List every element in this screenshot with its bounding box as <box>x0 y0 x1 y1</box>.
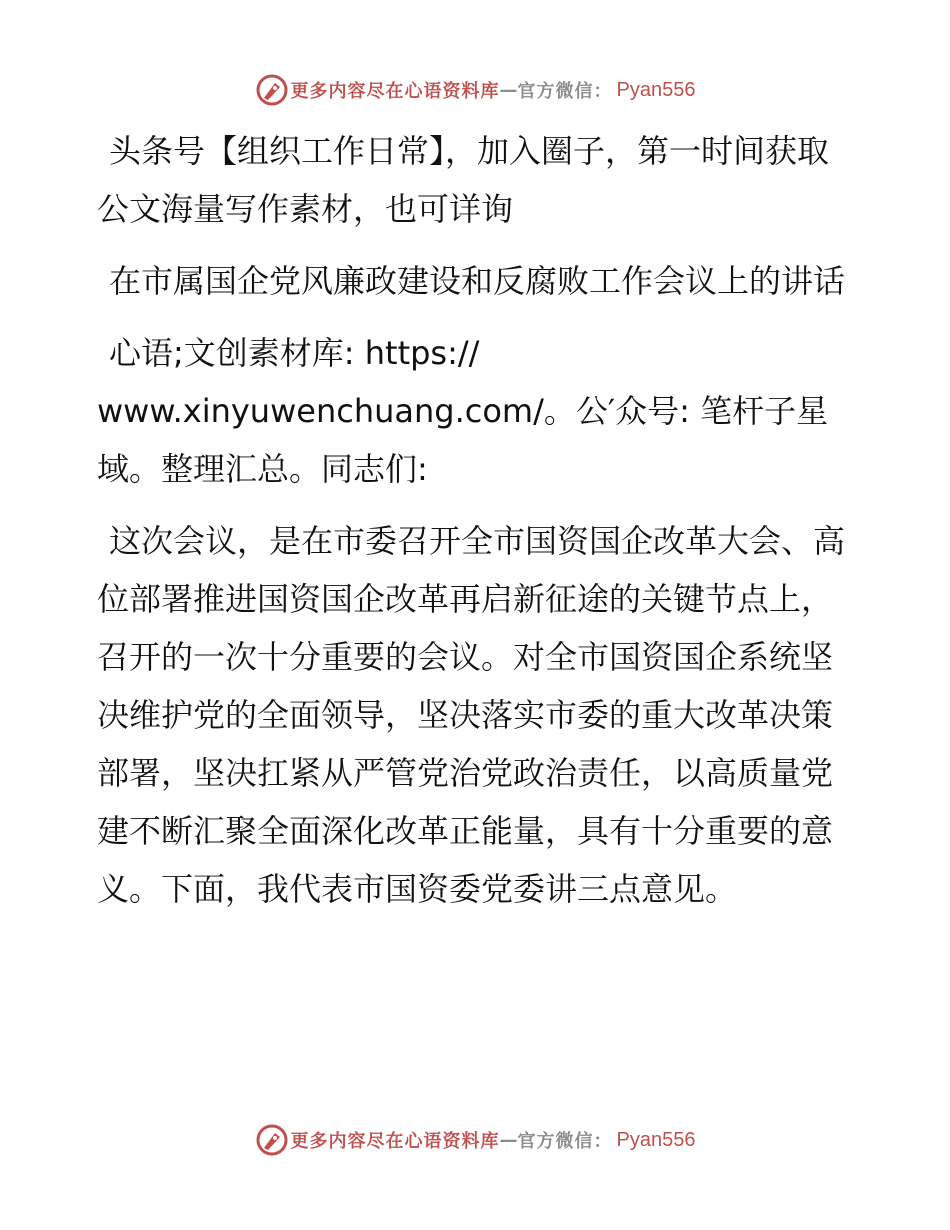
pen-nib-logo-icon <box>255 73 289 107</box>
intro-paragraph: 头条号【组织工作日常】，加入圈子，第一时间获取公文海量写作素材，也可详询 <box>97 132 830 228</box>
banner-wechat-id: Pyan556 <box>616 1128 696 1151</box>
banner-official-label: 官方微信： <box>517 1131 613 1152</box>
banner-main-text: 更多内容尽在心语资料库 <box>290 81 500 102</box>
banner-separator: — <box>499 1129 518 1151</box>
source-line-1: 心语;文创素材库: https:// <box>109 334 480 372</box>
footer-watermark-banner <box>0 1123 950 1157</box>
source-paragraph <box>97 324 857 498</box>
banner-wechat-id: Pyan556 <box>616 78 696 101</box>
pen-nib-logo-icon <box>255 1123 289 1157</box>
document-body <box>97 122 857 932</box>
banner-official-label: 官方微信： <box>517 81 613 102</box>
speech-title: 在市属国企党风廉政建设和反腐败工作会议上的讲话 <box>109 262 846 300</box>
body-paragraph: 这次会议，是在市委召开全市国资国企改革大会、高位部署推进国资国企改革再启新征途的关键节点上，召开的一次十分重要的会议。对全市国资国企系统坚决维护党的全面领导，坚决落实市委的重大改革决策部署，坚决扛紧从严管党治党政治责任，以高质量党建不断汇聚全面深化改革正能量，具有十分重要的意义。下面，我代表市国资委党委讲三点意见。 <box>97 522 846 908</box>
header-watermark-banner <box>0 73 950 107</box>
banner-main-text: 更多内容尽在心语资料库 <box>290 1131 500 1152</box>
source-line-2: www.xinyuwenchuang.com/。公′众号: 笔杆子星域。整理汇总。同志们: <box>97 392 829 488</box>
banner-separator: — <box>499 79 518 101</box>
